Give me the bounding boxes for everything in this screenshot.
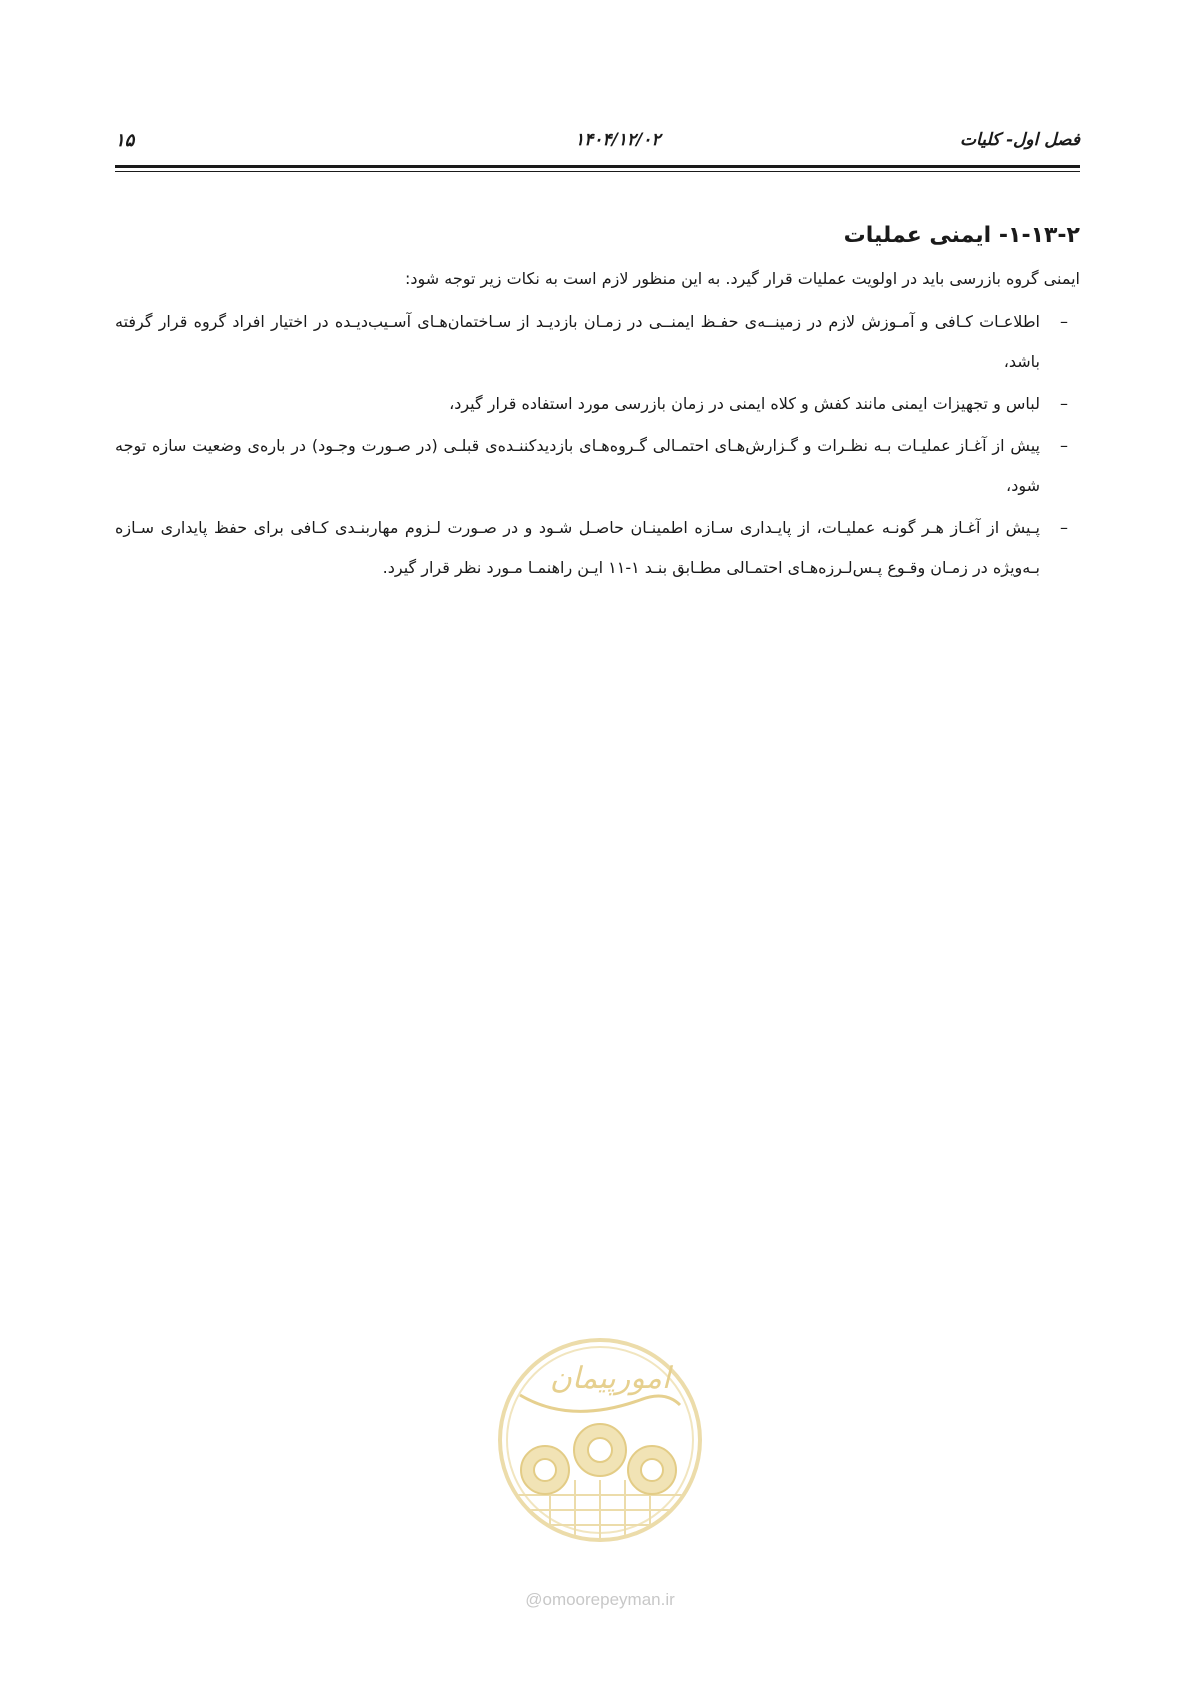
header-rule-thick <box>115 165 1080 168</box>
bullet-text: پیش از آغـاز عملیـات بـه نظـرات و گـزارش‌هـای احتمـالی گـروه‌هـای بازدیدکننـده‌ی قبلـی (در صـورت وجـود) در باره‌ی وضعیت سازه توجه شود، <box>115 436 1040 495</box>
section-content <box>115 220 1080 590</box>
bullet-dash: – <box>1060 436 1068 455</box>
header-rule-thin <box>115 171 1080 172</box>
list-item <box>115 384 1080 424</box>
section-heading: ۱-۱۳-۲- ایمنی عملیات <box>843 223 1080 248</box>
header-date: ۱۴۰۴/۱۲/۰۲ <box>575 130 661 150</box>
list-item <box>115 426 1080 506</box>
watermark-logo <box>490 1330 710 1580</box>
watermark-url: @omoorepeyman.ir <box>525 1590 675 1609</box>
list-item <box>115 508 1080 588</box>
watermark-logo-text: امورپیمان <box>549 1361 671 1396</box>
bullet-dash: – <box>1060 518 1068 537</box>
section-intro: ایمنی گروه بازرسی باید در اولویت عملیات قرار گیرد. به این منظور لازم است به نکات زیر توجه شود: <box>404 269 1080 288</box>
bullet-dash: – <box>1060 394 1068 413</box>
bullet-text: پـیش از آغـاز هـر گونـه عملیـات، از پایـداری سـازه اطمینـان حاصـل شـود و در صـورت لـزوم مهاربنـدی کـافی برای حفظ پایداری سـازه بـه‌ویژه در زمـان وقـوع پـس‌لـرزه‌هـای احتمـالی مطـابق بنـد ۱-۱۱ ایـن راهنمـا مـورد نظر قرار گیرد. <box>115 518 1040 577</box>
page-number: ۱۵ <box>115 130 135 151</box>
list-item <box>115 302 1080 382</box>
bullet-text: اطلاعـات کـافی و آمـوزش لازم در زمینــه‌ی حفـظ ایمنــی در زمـان بازدیـد از سـاختمان‌هـای آسـیب‌دیـده در اختیار افراد گروه قرار گرفته باشد، <box>115 312 1040 371</box>
watermark-url-text: omoorepeyman.ir <box>542 1590 675 1609</box>
bullet-text: لباس و تجهیزات ایمنی مانند کفش و کلاه ایمنی در زمان بازرسی مورد استفاده قرار گیرد، <box>449 394 1040 413</box>
bullet-list <box>115 302 1080 588</box>
chapter-title: فصل اول- کلیات <box>960 130 1080 150</box>
bullet-dash: – <box>1060 312 1068 331</box>
running-header <box>115 130 1080 160</box>
